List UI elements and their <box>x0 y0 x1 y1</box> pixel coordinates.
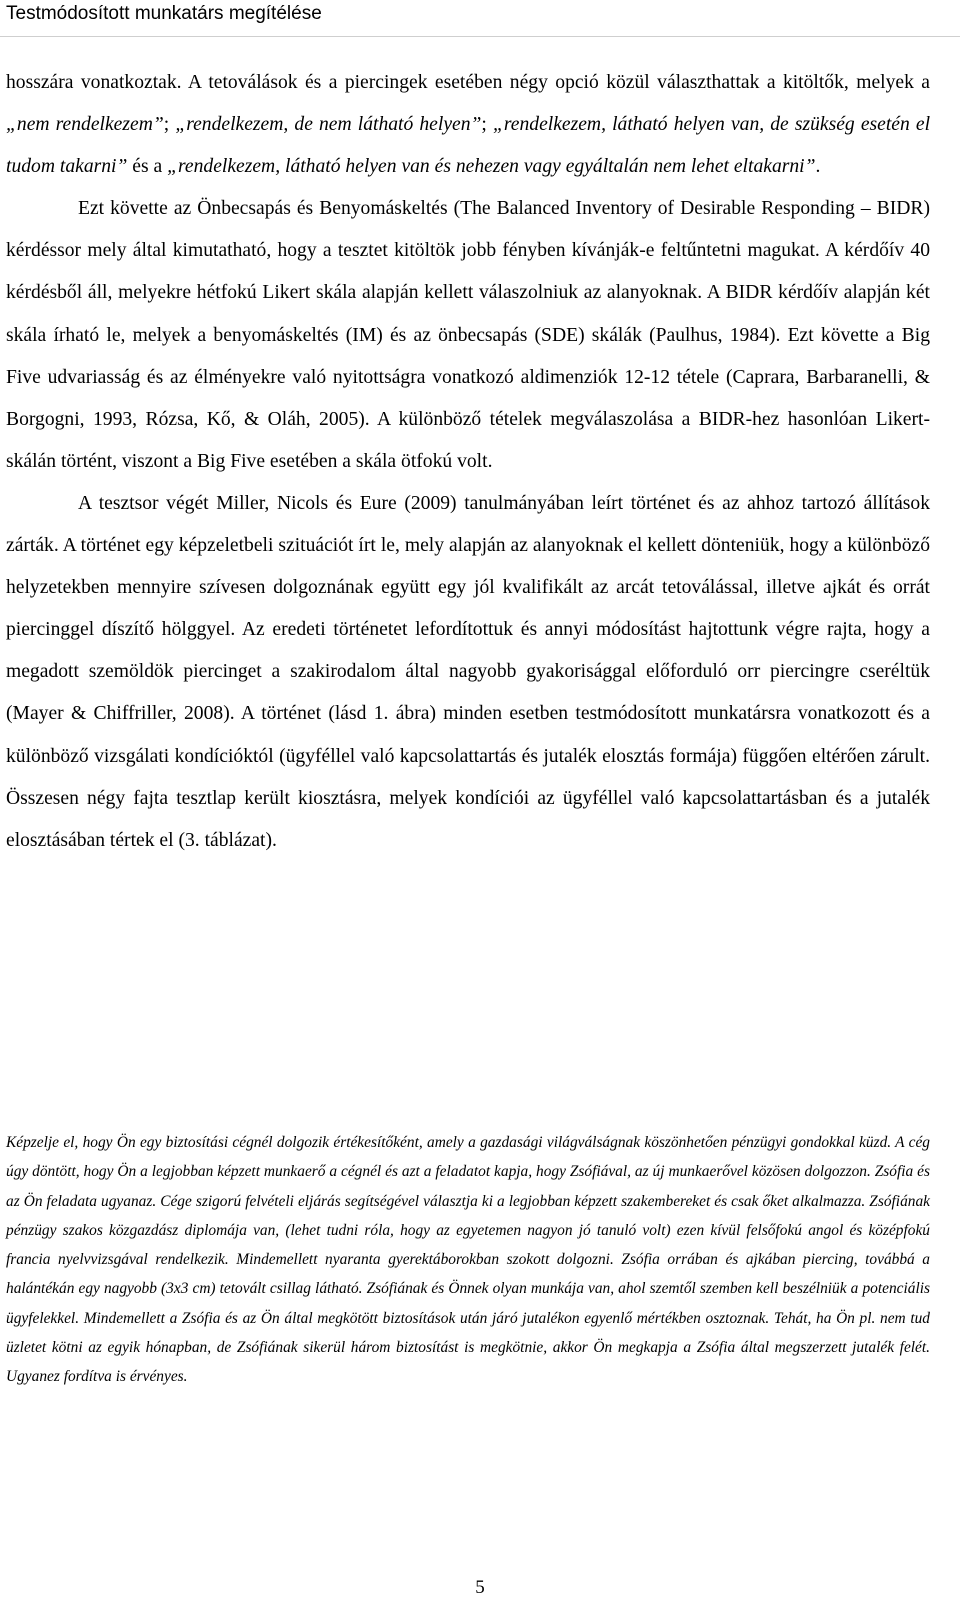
header-divider <box>0 36 960 37</box>
separator: ; <box>163 114 176 136</box>
paragraph-tattoo-options <box>6 62 930 188</box>
story-text: Képzelje el, hogy Ön egy biztosítási cégnél dolgozik értékesítőként, amely a gazdasági világválságnak köszönhetően pénzügyi gondokkal küzd. A cég úgy döntött, hogy Ön a legjobban képzett munkaerő a cégnél és azt a feladatot kapja, hogy Zsófiával, az új munkaerővel közösen dolgozzon. Zsófia és az Ön feladata ugyanaz. Cége szigorú felvételi eljárás segítségével választja ki a legjobban képzett szakembereket és csak őket alkalmazza. Zsófiának pénzügy szakos közgazdász diplomája van, (lehet tudni róla, hogy az egyetemen nagyon jó tanuló volt) ezen kívül felsőfokú angol és középfokú francia nyelvvizsgával rendelkezik. Mindemellett nyaranta gyerektáborokban szokott dolgozni. Zsófia orrában és ajkában piercing, továbbá a halántékán egy nagyobb (3x3 cm) tetovált csillag látható. Zsófiának és Önnek olyan munkája van, ahol szemtől szemben kell beszélniük a potenciális ügyfelekkel. Mindemellett a Zsófia és az Ön által megkötött biztosítások után járó jutalékon egyenlő mértékben osztoznak. Tehát, ha Ön pl. nem tud üzletet kötni az egyik hónapban, de Zsófiának sikerül három biztosítást is megkötnie, akkor Ön megkapja a Zsófia által megszerzett jutalék felét. Ugyanez fordítva is érvényes. <box>6 1134 930 1386</box>
paragraph-bidr: Ezt követte az Önbecsapás és Benyomáskeltés (The Balanced Inventory of Desirable Responding – BIDR) kérdéssor mely által kimutatható, hogy a tesztet kitöltök jobb fényben kívánják-e feltűntetni magukat. A kérdőív 40 kérdésből áll, melyekre hétfokú Likert skála alapján kellett válaszolniuk az alanyoknak. A BIDR kérdőív alapján két skála írható le, melyek a benyomáskeltés (IM) és az önbecsapás (SDE) skálák (Paulhus, 1984). Ezt követte a Big Five udvariasság és az élményekre való nyitottságra vonatkozó aldimenziók 12-12 tétele (Caprara, Barbaranelli, & Borgogni, 1993, Rózsa, Kő, & Oláh, 2005). A különböző tételek megválaszolása a BIDR-hez hasonlóan Likert-skálán történt, viszont a Big Five esetében a skála ötfokú volt. <box>6 198 930 472</box>
separator: ; <box>481 114 493 136</box>
option-text: „rendelkezem, de nem látható helyen” <box>175 114 482 136</box>
paragraph-text: hosszára vonatkoztak. A tetoválások és a piercingek esetében négy opció közül választhattak a kitöltők, melyek a <box>6 72 930 93</box>
paragraph-story-intro: A tesztsor végét Miller, Nicols és Eure (2009) tanulmányában leírt történet és az ahhoz tartozó állítások zárták. A történet egy képzeletbeli szituációt írt le, mely alapján az alanyoknak el kellett dönteniük, hogy a különböző helyzetekben mennyire szívesen dolgoznának együtt egy jól kvalifikált az arcát tetoválással, illetve ajkát és orrát piercinggel díszítő hölggyel. Az eredeti történetet lefordítottuk és annyi módosítást hajtottunk végre rajta, hogy a megadott szemöldök piercinget a szakirodalom által nagyobb gyakorisággal előforduló orr piercingre cseréltük (Mayer & Chiffriller, 2008). A történet (lásd 1. ábra) minden esetben testmódosított munkatársra vonatkozott és a különböző vizsgálati kondícióktól (ügyféllel való kapcsolattartás és jutalék elosztás formája) függően eltérően zárult. Összesen négy fajta tesztlap került kiosztásra, melyek kondíciói az ügyféllel való kapcsolattartásban és a jutalék elosztásában tértek el (3. táblázat). <box>6 492 930 851</box>
running-header: Testmódosított munkatárs megítélése <box>6 3 322 24</box>
story-vignette <box>6 1128 930 1392</box>
paragraph-end: . <box>815 156 821 178</box>
option-text: „rendelkezem, látható helyen van, de szükség esetén el tudom takarni” <box>6 114 931 178</box>
body-text <box>6 62 930 862</box>
page-number: 5 <box>475 1577 485 1598</box>
separator: és a <box>127 156 168 178</box>
option-text: „rendelkezem, látható helyen van és nehezen vagy egyáltalán nem lehet eltakarni” <box>167 156 816 178</box>
option-text: „nem rendelkezem” <box>6 114 164 136</box>
